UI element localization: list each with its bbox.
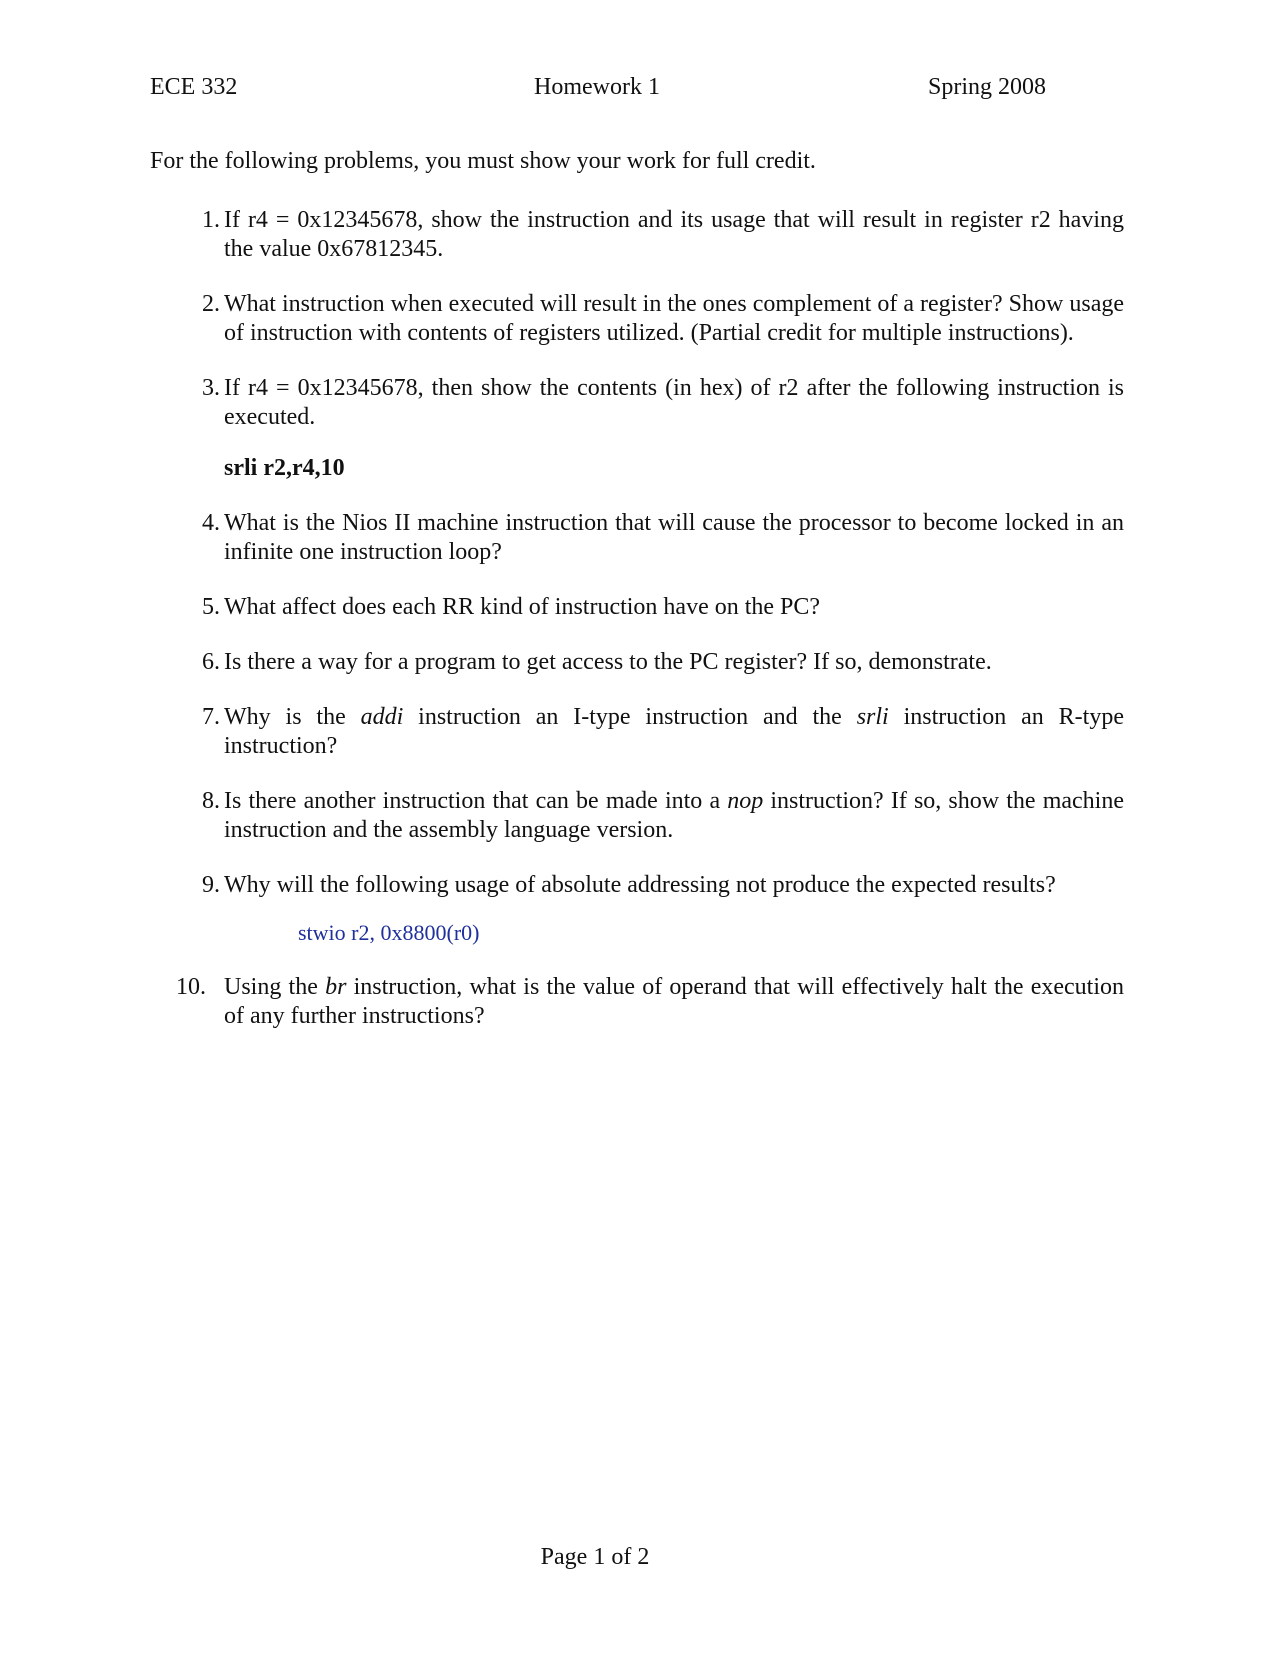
question-number: 2. [202,291,220,317]
course-label: ECE 332 [150,74,238,100]
question-number: 5. [202,594,220,620]
question-text: If r4 = 0x12345678, then show the contents (in hex) of r2 after the following instruction is executed. [224,375,1124,430]
question-number: 9. [202,872,220,898]
question-text: Why will the following usage of absolute addressing not produce the expected results? [224,872,1056,898]
question-number: 8. [202,788,220,814]
question-number: 10. [176,974,206,1000]
question-text [224,973,1124,1031]
page-footer: Page 1 of 2 [540,1544,650,1570]
instruction-name-nop: nop [727,788,764,814]
question-5 [202,593,1124,622]
question-text-part: instruction? If so, show the machine instruction and the assembly language version. [224,788,1124,843]
question-number: 7. [202,704,220,730]
term-label: Spring 2008 [928,74,1047,100]
question-text [224,787,1124,845]
question-4 [202,509,1124,567]
question-1 [202,206,1124,264]
instruction-name-addi: addi [360,704,404,730]
question-10 [176,973,1124,1031]
question-6 [202,648,1124,677]
question-number: 3. [202,375,220,401]
question-text-part: Why is the [224,704,361,730]
question-text-part: instruction an I-type instruction and the [403,704,857,730]
question-text-part: instruction an R-type instruction? [224,704,1124,759]
question-text: What affect does each RR kind of instruction have on the PC? [224,594,821,620]
page-header [150,74,1050,108]
question-text: If r4 = 0x12345678, show the instruction and its usage that will result in register r2 having the value 0x67812345. [224,207,1124,262]
instructions-text: For the following problems, you must show your work for full credit. [150,148,816,174]
question-2 [202,290,1124,348]
question-text-part: Is there another instruction that can be made into a [224,788,728,814]
question-text: What instruction when executed will result in the ones complement of a register? Show usage of instruction with contents of registers utilized. (Partial credit for multiple instructions). [224,291,1124,346]
code-snippet-srli: srli r2,r4,10 [224,455,345,481]
question-text-part: instruction, what is the value of operand that will effectively halt the execution of any further instructions? [224,974,1124,1029]
instruction-name-br: br [325,974,347,1000]
code-snippet-stwio: stwio r2, 0x8800(r0) [298,920,480,945]
question-number: 1. [202,207,220,233]
question-text [224,703,1124,761]
question-9 [202,871,1124,900]
question-7 [202,703,1124,761]
question-text-part: Using the [224,974,326,1000]
question-list [0,206,1280,1057]
question-number: 4. [202,510,220,536]
assignment-title: Homework 1 [534,74,660,100]
question-text: What is the Nios II machine instruction that will cause the processor to become locked in an infinite one instruction loop? [224,510,1124,565]
question-text: Is there a way for a program to get access to the PC register? If so, demonstrate. [224,649,992,675]
question-number: 6. [202,649,220,675]
question-3 [202,374,1124,432]
instruction-name-srli: srli [856,704,889,730]
question-8 [202,787,1124,845]
